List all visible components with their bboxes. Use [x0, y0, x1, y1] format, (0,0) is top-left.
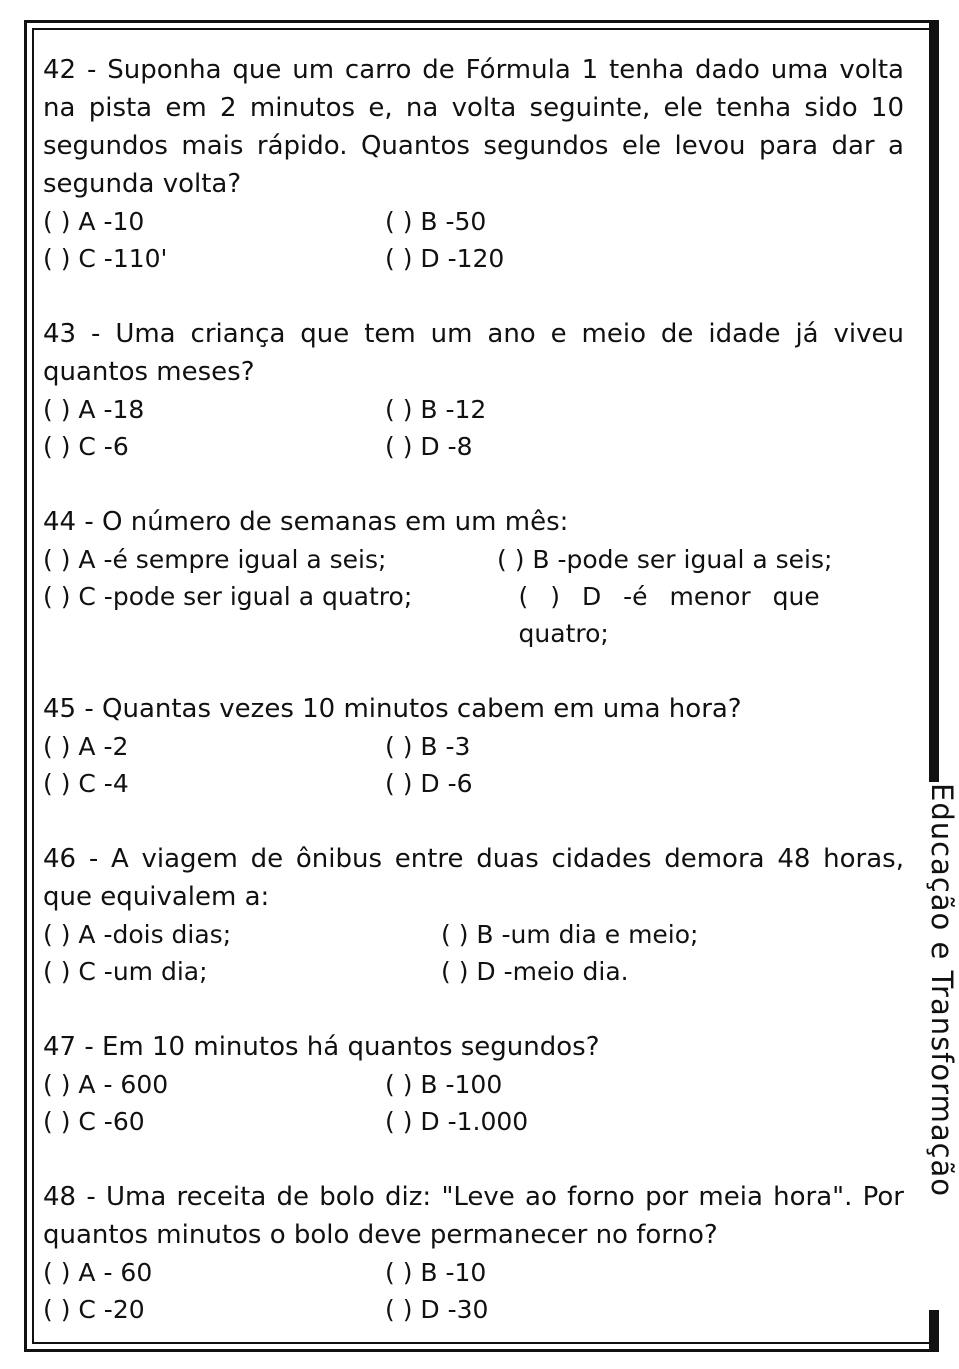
side-label: Educação e Transformação: [925, 783, 959, 1198]
option-b[interactable]: ( ) B -10: [385, 1258, 487, 1287]
options-row: [43, 953, 904, 990]
options-row: [43, 916, 904, 953]
option-a[interactable]: ( ) A -10: [43, 207, 145, 236]
question-48: [43, 1178, 904, 1328]
option-c[interactable]: ( ) C -6: [43, 432, 129, 461]
option-d[interactable]: ( ) D -é menor que quatro;: [518, 582, 820, 648]
option-a[interactable]: ( ) A - 60: [43, 1258, 153, 1287]
option-d[interactable]: ( ) D -30: [385, 1295, 489, 1324]
option-a[interactable]: ( ) A -18: [43, 395, 145, 424]
options-row: [43, 1254, 904, 1291]
option-d[interactable]: ( ) D -1.000: [385, 1107, 529, 1136]
question-46: [43, 840, 904, 990]
question-47: [43, 1028, 904, 1140]
option-b[interactable]: ( ) B -100: [385, 1070, 503, 1099]
question-text: 43 - Uma criança que tem um ano e meio de idade já viveu quantos meses?: [43, 319, 904, 387]
options-row: [43, 428, 904, 465]
option-c[interactable]: ( ) C -4: [43, 769, 129, 798]
option-b[interactable]: ( ) B -12: [385, 395, 487, 424]
options-row: [43, 578, 904, 652]
option-a[interactable]: ( ) A -dois dias;: [43, 920, 232, 949]
question-42: [43, 51, 904, 277]
options-row: [43, 1066, 904, 1103]
question-text: 42 - Suponha que um carro de Fórmula 1 tenha dado uma volta na pista em 2 minutos e, na volta seguinte, ele tenha sido 10 segundos mais rápido. Quantos segundos ele levou para dar a segunda volta?: [43, 55, 904, 199]
options-row: [43, 765, 904, 802]
question-text: 44 - O número de semanas em um mês:: [43, 507, 569, 537]
question-text: 47 - Em 10 minutos há quantos segundos?: [43, 1032, 600, 1062]
option-b[interactable]: ( ) B -3: [385, 732, 471, 761]
option-b[interactable]: ( ) B -um dia e meio;: [441, 920, 699, 949]
option-a[interactable]: ( ) A -é sempre igual a seis;: [43, 545, 387, 574]
question-45: [43, 690, 904, 802]
question-text: 48 - Uma receita de bolo diz: "Leve ao forno por meia hora". Por quantos minutos o bolo deve permanecer no forno?: [43, 1182, 904, 1250]
option-b[interactable]: ( ) B -50: [385, 207, 487, 236]
options-row: [43, 541, 904, 578]
question-text: 46 - A viagem de ônibus entre duas cidades demora 48 horas, que equivalem a:: [43, 844, 904, 912]
options-row: [43, 1103, 904, 1140]
question-43: [43, 315, 904, 465]
options-row: [43, 1291, 904, 1328]
question-text: 45 - Quantas vezes 10 minutos cabem em uma hora?: [43, 694, 742, 724]
options-row: [43, 203, 904, 240]
options-row: [43, 240, 904, 277]
question-44: [43, 503, 904, 652]
option-d[interactable]: ( ) D -8: [385, 432, 473, 461]
options-row: [43, 391, 904, 428]
option-c[interactable]: ( ) C -pode ser igual a quatro;: [43, 582, 413, 611]
worksheet-content: [43, 51, 904, 1328]
option-c[interactable]: ( ) C -60: [43, 1107, 145, 1136]
option-a[interactable]: ( ) A - 600: [43, 1070, 169, 1099]
option-c[interactable]: ( ) C -20: [43, 1295, 145, 1324]
option-d[interactable]: ( ) D -meio dia.: [441, 957, 629, 986]
option-d[interactable]: ( ) D -120: [385, 244, 505, 273]
options-row: [43, 728, 904, 765]
option-b[interactable]: ( ) B -pode ser igual a seis;: [497, 545, 833, 574]
option-d[interactable]: ( ) D -6: [385, 769, 473, 798]
option-c[interactable]: ( ) C -110': [43, 244, 168, 273]
option-c[interactable]: ( ) C -um dia;: [43, 957, 208, 986]
option-a[interactable]: ( ) A -2: [43, 732, 129, 761]
